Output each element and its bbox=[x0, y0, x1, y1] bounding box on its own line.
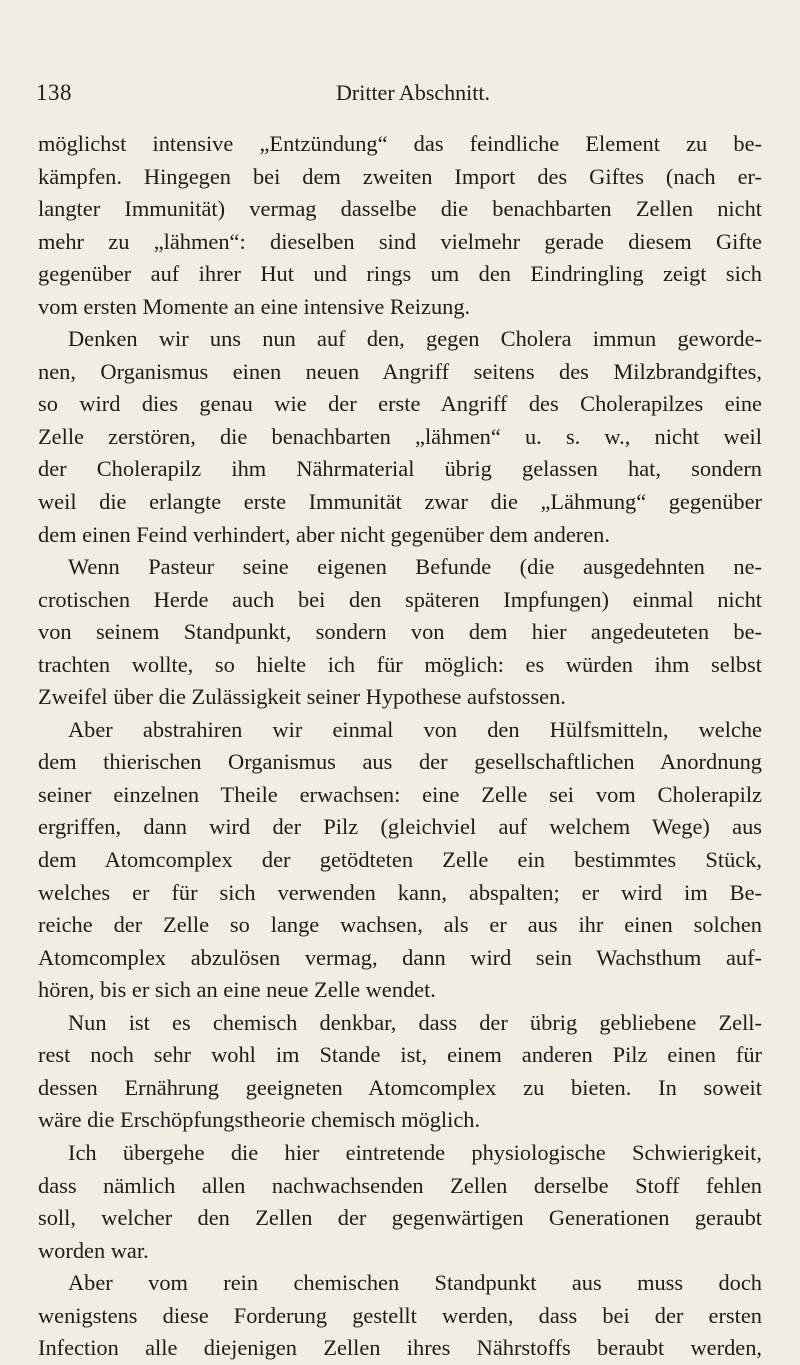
text-line: welches er für sich verwenden kann, abspalten; er wird im Be- bbox=[38, 879, 762, 905]
text-line: trachten wollte, so hielte ich für möglich: es würden ihm selbst bbox=[38, 651, 762, 677]
body-text bbox=[38, 128, 762, 1365]
text-line: Wenn Pasteur seine eigenen Befunde (die ausgedehnten ne- bbox=[68, 554, 762, 580]
running-head: Dritter Abschnitt. bbox=[336, 80, 490, 105]
page-number: 138 bbox=[36, 80, 72, 105]
text-line: Infection alle diejenigen Zellen ihres Nährstoffs beraubt werden, bbox=[38, 1335, 762, 1361]
text-line: mehr zu „lähmen“: dieselben sind vielmehr gerade diesem Gifte bbox=[38, 228, 762, 254]
page-header bbox=[36, 80, 764, 114]
text-line: wäre die Erschöpfungstheorie chemisch möglich. bbox=[38, 1107, 481, 1133]
text-line: soll, welcher den Zellen der gegenwärtigen Generationen geraubt bbox=[38, 1205, 762, 1231]
text-line: von seinem Standpunkt, sondern von dem hier angedeuteten be- bbox=[38, 619, 762, 645]
text-line: dem Atomcomplex der getödteten Zelle ein bestimmtes Stück, bbox=[38, 847, 762, 873]
text-line: Denken wir uns nun auf den, gegen Cholera immun geworde- bbox=[68, 326, 762, 352]
text-line: reiche der Zelle so lange wachsen, als er aus ihr einen solchen bbox=[38, 912, 762, 938]
text-line: Aber vom rein chemischen Standpunkt aus muss doch bbox=[68, 1270, 762, 1296]
text-line: Zweifel über die Zulässigkeit seiner Hypothese aufstossen. bbox=[38, 684, 566, 710]
text-line: langter Immunität) vermag dasselbe die benachbarten Zellen nicht bbox=[38, 196, 762, 222]
text-line: worden war. bbox=[38, 1237, 149, 1263]
text-line: dem einen Feind verhindert, aber nicht gegenüber dem anderen. bbox=[38, 521, 610, 547]
text-line: so wird dies genau wie der erste Angriff des Cholerapilzes eine bbox=[38, 391, 762, 417]
text-line: nen, Organismus einen neuen Angriff seitens des Milzbrandgiftes, bbox=[38, 358, 762, 384]
text-line: wenigstens diese Forderung gestellt werden, dass bei der ersten bbox=[38, 1302, 762, 1328]
text-line: der Cholerapilz ihm Nährmaterial übrig gelassen hat, sondern bbox=[38, 456, 762, 482]
text-line: hören, bis er sich an eine neue Zelle wendet. bbox=[38, 977, 436, 1003]
text-line: dem thierischen Organismus aus der gesellschaftlichen Anordnung bbox=[38, 749, 762, 775]
text-line: dessen Ernährung geeigneten Atomcomplex zu bieten. In soweit bbox=[38, 1074, 762, 1100]
text-line: seiner einzelnen Theile erwachsen: eine Zelle sei vom Cholerapilz bbox=[38, 781, 762, 807]
text-line: Ich übergehe die hier eintretende physiologische Schwierigkeit, bbox=[68, 1139, 762, 1165]
text-line: Aber abstrahiren wir einmal von den Hülfsmitteln, welche bbox=[68, 716, 762, 742]
text-line: Zelle zerstören, die benachbarten „lähmen“ u. s. w., nicht weil bbox=[38, 423, 762, 449]
text-line: crotischen Herde auch bei den späteren Impfungen) einmal nicht bbox=[38, 586, 762, 612]
text-line: rest noch sehr wohl im Stande ist, einem anderen Pilz einen für bbox=[38, 1042, 762, 1068]
text-line: dass nämlich allen nachwachsenden Zellen derselbe Stoff fehlen bbox=[38, 1172, 762, 1198]
text-line: gegenüber auf ihrer Hut und rings um den Eindringling zeigt sich bbox=[38, 261, 762, 287]
text-line: vom ersten Momente an eine intensive Reizung. bbox=[38, 293, 471, 319]
text-line: Nun ist es chemisch denkbar, dass der übrig gebliebene Zell- bbox=[68, 1009, 762, 1035]
text-line: ergriffen, dann wird der Pilz (gleichviel auf welchem Wege) aus bbox=[38, 814, 762, 840]
text-line: weil die erlangte erste Immunität zwar die „Lähmung“ gegenüber bbox=[38, 489, 762, 515]
text-line: möglichst intensive „Entzündung“ das feindliche Element zu be- bbox=[38, 131, 762, 156]
text-line: kämpfen. Hingegen bei dem zweiten Import des Giftes (nach er- bbox=[38, 163, 762, 189]
text-line: Atomcomplex abzulösen vermag, dann wird sein Wachsthum auf- bbox=[38, 944, 762, 970]
